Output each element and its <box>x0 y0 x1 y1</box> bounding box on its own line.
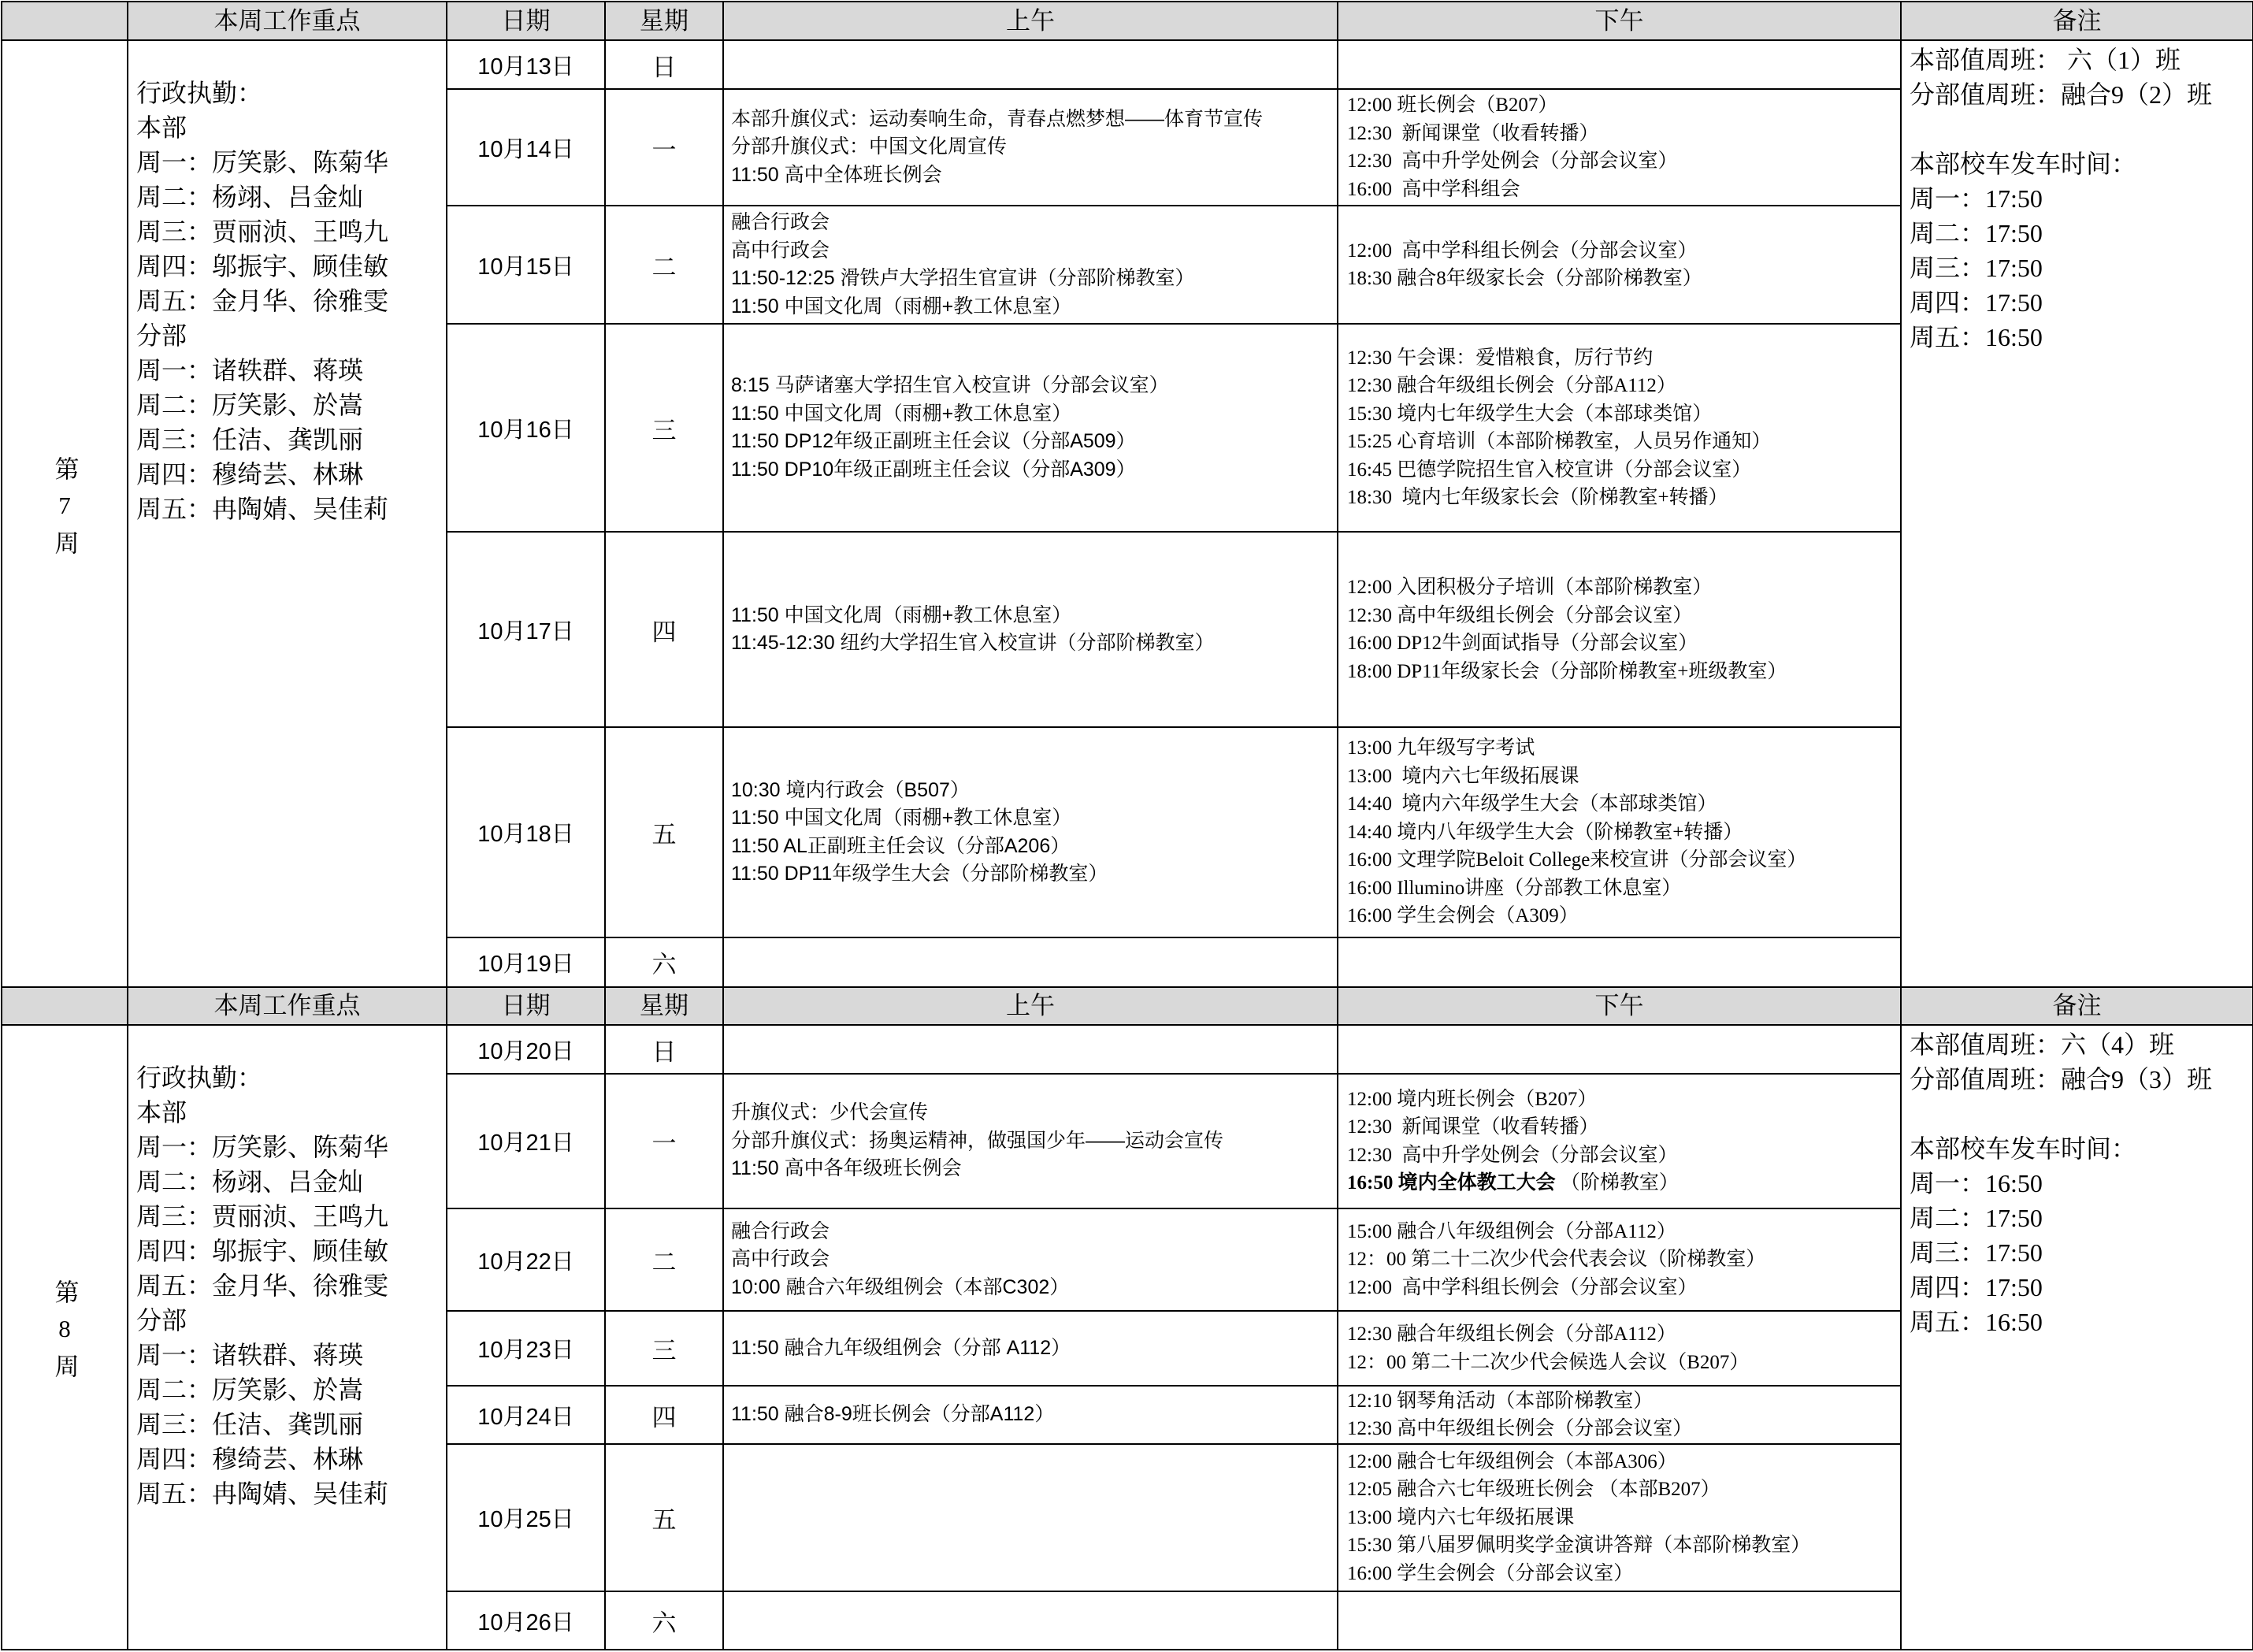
duty-roster-line: 行政执勤： <box>136 79 263 107</box>
afternoon-event: 15:30 第八届罗佩明奖学金演讲答辩（本部阶梯教室） <box>1347 1535 1811 1557</box>
morning-cell <box>723 1591 1338 1650</box>
afternoon-event: 16:00 学生会例会（分部会议室） <box>1347 1562 1634 1584</box>
duty-roster-line: 周四：穆绮芸、林琳 <box>136 1445 364 1473</box>
afternoon-event: 16:00 学生会例会（A309） <box>1347 905 1579 927</box>
morning-event: 11:50 中国文化周（雨棚+教工休息室） <box>731 807 1072 829</box>
morning-events <box>731 777 1332 889</box>
date-cell: 10月20日 <box>447 1025 605 1074</box>
header-notes: 备注 <box>1901 987 2253 1025</box>
week-label: 第8周 <box>50 1279 79 1389</box>
header-row <box>2 2 2253 40</box>
bus-schedule-line: 周一：17:50 <box>1910 184 2043 213</box>
morning-events <box>731 106 1332 190</box>
notes-spacer <box>1910 1097 2252 1131</box>
morning-events <box>731 1218 1332 1302</box>
header-weekday: 星期 <box>605 987 723 1025</box>
duty-roster-line: 周五：冉陶婧、吴佳莉 <box>136 1479 389 1508</box>
bus-schedule <box>1910 147 2252 355</box>
morning-event: 高中行政会 <box>731 1248 830 1271</box>
duty-roster-line: 周一：诸轶群、蒋瑛 <box>136 356 364 384</box>
duty-roster-line: 周三：任洁、龚凯丽 <box>136 1410 364 1439</box>
morning-events <box>731 209 1332 321</box>
afternoon-event: 16:00 高中学科组会 <box>1347 178 1520 200</box>
afternoon-cell <box>1338 937 1901 987</box>
weekday-cell: 三 <box>605 324 723 532</box>
duty-roster-line: 周四：穆绮芸、林琳 <box>136 460 364 488</box>
morning-events <box>731 1335 1332 1363</box>
morning-event: 11:50 融合8-9班长例会（分部A112） <box>731 1403 1055 1426</box>
afternoon-event: 12:00 境内班长例会（B207） <box>1347 1088 1598 1110</box>
morning-event: 分部升旗仪式：扬奥运精神，做强国少年——运动会宣传 <box>731 1129 1224 1152</box>
bus-schedule-line: 周二：17:50 <box>1910 219 2043 247</box>
duty-class-line: 分部值周班：融合9（2）班 <box>1910 80 2213 109</box>
duty-roster-line: 周四：邬振宇、顾佳敏 <box>136 1237 389 1265</box>
duty-roster-line: 周二：厉笑影、於嵩 <box>136 391 364 419</box>
duty-roster-line: 周三：贾丽浈、王鸣九 <box>136 217 389 246</box>
duty-roster-line: 周三：贾丽浈、王鸣九 <box>136 1202 389 1231</box>
afternoon-event: 12:30 高中升学处例会（分部会议室） <box>1347 1144 1678 1166</box>
afternoon-event: 14:40 境内八年级学生大会（阶梯教室+转播） <box>1347 821 1743 843</box>
header-row <box>2 987 2253 1025</box>
morning-cell <box>723 40 1338 89</box>
afternoon-cell <box>1338 1074 1901 1208</box>
afternoon-event: 12:30 午会课：爱惜粮食，厉行节约 <box>1347 347 1654 369</box>
date-cell: 10月26日 <box>447 1591 605 1650</box>
duty-roster-line: 周五：冉陶婧、吴佳莉 <box>136 495 389 523</box>
afternoon-event: 12:00 融合七年级组例会（本部A306） <box>1347 1450 1677 1472</box>
duty-class-notes <box>1910 1027 2252 1097</box>
week-notes-cell <box>1901 1025 2253 1650</box>
bus-schedule-line: 本部校车发车时间： <box>1910 150 2137 178</box>
weekday-cell: 六 <box>605 937 723 987</box>
afternoon-cell <box>1338 1025 1901 1074</box>
week-focus-cell <box>128 40 447 987</box>
afternoon-event: 13:00 九年级写字考试 <box>1347 737 1535 759</box>
duty-roster-line: 分部 <box>136 1306 187 1335</box>
weekday-cell: 四 <box>605 532 723 727</box>
afternoon-events <box>1347 1320 1895 1376</box>
duty-roster-line: 周二：厉笑影、於嵩 <box>136 1375 364 1404</box>
header-morning: 上午 <box>723 987 1338 1025</box>
morning-cell <box>723 1208 1338 1311</box>
morning-event: 11:50 AL正副班主任会议（分部A206） <box>731 834 1071 857</box>
morning-cell <box>723 89 1338 206</box>
week-notes-cell <box>1901 40 2253 987</box>
header-notes: 备注 <box>1901 2 2253 40</box>
date-cell: 10月13日 <box>447 40 605 89</box>
date-cell: 10月18日 <box>447 727 605 937</box>
header-focus: 本周工作重点 <box>128 987 447 1025</box>
date-cell: 10月15日 <box>447 206 605 324</box>
afternoon-event-emphasis: 16:50 境内全体教工大会 <box>1347 1172 1556 1194</box>
duty-roster-line: 本部 <box>136 1098 187 1127</box>
afternoon-event: 15:30 境内七年级学生大会（本部球类馆） <box>1347 403 1713 425</box>
date-cell: 10月16日 <box>447 324 605 532</box>
afternoon-events <box>1347 344 1895 512</box>
afternoon-event: 16:00 DP12牛剑面试指导（分部会议室） <box>1347 633 1698 654</box>
afternoon-events <box>1347 574 1895 685</box>
afternoon-event: 12:10 钢琴角活动（本部阶梯教室） <box>1347 1390 1654 1412</box>
morning-event: 高中行政会 <box>731 239 830 262</box>
afternoon-events <box>1347 1218 1895 1302</box>
afternoon-event <box>1347 1169 1895 1197</box>
afternoon-events <box>1347 91 1895 203</box>
afternoon-event: 13:00 境内六七年级拓展课 <box>1347 765 1579 787</box>
morning-cell <box>723 532 1338 727</box>
bus-schedule <box>1910 1131 2252 1339</box>
date-cell: 10月17日 <box>447 532 605 727</box>
duty-roster-line: 周一：诸轶群、蒋瑛 <box>136 1341 364 1369</box>
header-morning: 上午 <box>723 2 1338 40</box>
afternoon-events <box>1347 734 1895 930</box>
afternoon-event: 16:45 巴德学院招生官入校宣讲（分部会议室） <box>1347 458 1752 481</box>
afternoon-event: 18:00 DP11年级家长会（分部阶梯教室+班级教室） <box>1347 660 1787 682</box>
day-row <box>2 40 2253 89</box>
morning-event: 分部升旗仪式：中国文化周宣传 <box>731 136 1008 158</box>
notes-spacer <box>1910 112 2252 147</box>
afternoon-event: 12:30 新闻课堂（收看转播） <box>1347 1116 1599 1138</box>
weekday-cell: 五 <box>605 1444 723 1591</box>
afternoon-event: 12:00 班长例会（B207） <box>1347 95 1558 116</box>
afternoon-event: 12:30 融合年级组长例会（分部A112） <box>1347 375 1676 396</box>
duty-class-notes <box>1910 43 2252 112</box>
weekday-cell: 一 <box>605 1074 723 1208</box>
duty-roster-line: 周二：杨翊、吕金灿 <box>136 183 364 211</box>
duty-roster-line: 周二：杨翊、吕金灿 <box>136 1168 364 1196</box>
afternoon-cell <box>1338 727 1901 937</box>
afternoon-event: 13:00 境内六七年级拓展课 <box>1347 1506 1575 1528</box>
afternoon-cell <box>1338 532 1901 727</box>
morning-event: 11:50 中国文化周（雨棚+教工休息室） <box>731 295 1072 317</box>
afternoon-cell <box>1338 1591 1901 1650</box>
duty-class-line: 本部值周班： 六（1）班 <box>1910 46 2181 74</box>
duty-roster <box>136 1060 446 1511</box>
duty-roster-line: 周五：金月华、徐雅雯 <box>136 287 389 315</box>
date-cell: 10月23日 <box>447 1311 605 1386</box>
weekday-cell: 二 <box>605 206 723 324</box>
morning-event: 11:50 高中各年级班长例会 <box>731 1157 962 1180</box>
bus-schedule-line: 周五：16:50 <box>1910 1308 2043 1336</box>
morning-event: 10:00 融合六年级组例会（本部C302） <box>731 1275 1070 1298</box>
day-row <box>2 1025 2253 1074</box>
morning-event: 11:50 中国文化周（雨棚+教工休息室） <box>731 603 1072 626</box>
afternoon-events <box>1347 237 1895 293</box>
morning-cell <box>723 1025 1338 1074</box>
afternoon-event: 15:25 心育培训（本部阶梯教室，人员另作通知） <box>1347 431 1772 452</box>
weekday-cell: 日 <box>605 40 723 89</box>
duty-class-line: 分部值周班：融合9（3）班 <box>1910 1065 2213 1093</box>
morning-event: 11:50 DP12年级正副班主任会议（分部A509） <box>731 430 1136 452</box>
week-label-cell <box>2 40 128 987</box>
weekday-cell: 三 <box>605 1311 723 1386</box>
morning-event: 11:50 中国文化周（雨棚+教工休息室） <box>731 402 1072 425</box>
afternoon-event: 12:30 高中年级组长例会（分部会议室） <box>1347 1418 1693 1439</box>
afternoon-cell <box>1338 1311 1901 1386</box>
afternoon-cell <box>1338 324 1901 532</box>
afternoon-events <box>1347 1448 1895 1588</box>
header-afternoon: 下午 <box>1338 2 1901 40</box>
header-corner <box>2 2 128 40</box>
afternoon-event: 12:30 高中年级组长例会（分部会议室） <box>1347 604 1693 626</box>
afternoon-cell <box>1338 89 1901 206</box>
header-afternoon: 下午 <box>1338 987 1901 1025</box>
morning-event: 本部升旗仪式：运动奏响生命，青春点燃梦想——体育节宣传 <box>731 107 1264 130</box>
afternoon-event: 16:00 文理学院Beloit College来校宣讲（分部会议室） <box>1347 849 1807 871</box>
weekday-cell: 四 <box>605 1386 723 1444</box>
header-corner <box>2 987 128 1025</box>
bus-schedule-line: 周三：17:50 <box>1910 254 2043 282</box>
morning-events <box>731 1401 1332 1429</box>
date-cell: 10月22日 <box>447 1208 605 1311</box>
afternoon-event: 12:00 高中学科组长例会（分部会议室） <box>1347 1276 1698 1298</box>
duty-roster-line: 周一：厉笑影、陈菊华 <box>136 1133 389 1161</box>
duty-roster-line: 行政执勤： <box>136 1064 263 1092</box>
morning-cell <box>723 1386 1338 1444</box>
morning-cell <box>723 206 1338 324</box>
duty-roster-line: 周四：邬振宇、顾佳敏 <box>136 252 389 280</box>
afternoon-event: 12:00 高中学科组长例会（分部会议室） <box>1347 239 1698 262</box>
morning-cell <box>723 1074 1338 1208</box>
afternoon-event: 12:30 高中升学处例会（分部会议室） <box>1347 150 1678 172</box>
morning-event: 11:45-12:30 纽约大学招生官入校宣讲（分部阶梯教室） <box>731 632 1215 654</box>
afternoon-cell <box>1338 1386 1901 1444</box>
afternoon-cell <box>1338 1208 1901 1311</box>
date-cell: 10月19日 <box>447 937 605 987</box>
week-focus-cell <box>128 1025 447 1650</box>
duty-roster-line: 本部 <box>136 113 187 142</box>
duty-roster-line: 周五：金月华、徐雅雯 <box>136 1271 389 1300</box>
afternoon-event: 12:00 入团积极分子培训（本部阶梯教室） <box>1347 577 1713 598</box>
bus-schedule-line: 周四：17:50 <box>1910 1273 2043 1301</box>
afternoon-cell <box>1338 40 1901 89</box>
afternoon-cell <box>1338 1444 1901 1591</box>
morning-cell <box>723 727 1338 937</box>
bus-schedule-line: 周一：16:50 <box>1910 1169 2043 1197</box>
weekday-cell: 一 <box>605 89 723 206</box>
header-focus: 本周工作重点 <box>128 2 447 40</box>
duty-class-line: 本部值周班：六（4）班 <box>1910 1030 2175 1059</box>
morning-event: 11:50-12:25 滑铁卢大学招生官宣讲（分部阶梯教室） <box>731 267 1195 289</box>
morning-event: 11:50 DP10年级正副班主任会议（分部A309） <box>731 458 1136 481</box>
afternoon-event: 12:30 新闻课堂（收看转播） <box>1347 122 1599 144</box>
week-label-cell <box>2 1025 128 1650</box>
morning-event: 10:30 境内行政会（B507） <box>731 778 970 801</box>
afternoon-event: 12：00 第二十二次少代会代表会议（阶梯教室） <box>1347 1249 1766 1271</box>
morning-event: 8:15 马萨诸塞大学招生官入校宣讲（分部会议室） <box>731 374 1169 396</box>
afternoon-events <box>1347 1086 1895 1197</box>
afternoon-event: 18:30 融合8年级家长会（分部阶梯教室） <box>1347 268 1702 289</box>
date-cell: 10月24日 <box>447 1386 605 1444</box>
afternoon-event: 12:05 融合六七年级班长例会 （本部B207） <box>1347 1479 1720 1501</box>
weekday-cell: 六 <box>605 1591 723 1650</box>
morning-cell <box>723 937 1338 987</box>
week-label: 第7周 <box>50 455 79 566</box>
morning-event: 11:50 DP11年级学生大会（分部阶梯教室） <box>731 863 1108 885</box>
morning-cell <box>723 324 1338 532</box>
afternoon-event-detail: （阶梯教室） <box>1555 1172 1679 1194</box>
header-weekday: 星期 <box>605 2 723 40</box>
bus-schedule-line: 周四：17:50 <box>1910 288 2043 317</box>
weekday-cell: 五 <box>605 727 723 937</box>
bus-schedule-line: 周三：17:50 <box>1910 1238 2043 1267</box>
bus-schedule-line: 本部校车发车时间： <box>1910 1134 2137 1163</box>
weekly-schedule-table <box>1 1 2253 1650</box>
morning-events <box>731 372 1332 484</box>
bus-schedule-line: 周二：17:50 <box>1910 1204 2043 1232</box>
bus-schedule-line: 周五：16:50 <box>1910 323 2043 351</box>
duty-roster-line: 分部 <box>136 321 187 350</box>
morning-cell <box>723 1444 1338 1591</box>
afternoon-event: 16:00 Illumino讲座（分部教工休息室） <box>1347 877 1682 899</box>
afternoon-event: 12：00 第二十二次少代会候选人会议（B207） <box>1347 1351 1750 1373</box>
afternoon-cell <box>1338 206 1901 324</box>
date-cell: 10月21日 <box>447 1074 605 1208</box>
afternoon-event: 14:40 境内六年级学生大会（本部球类馆） <box>1347 793 1717 815</box>
duty-roster <box>136 76 446 526</box>
afternoon-event: 15:00 融合八年级组例会（分部A112） <box>1347 1220 1676 1242</box>
morning-events <box>731 602 1332 658</box>
weekday-cell: 二 <box>605 1208 723 1311</box>
afternoon-events <box>1347 1387 1895 1443</box>
afternoon-event: 18:30 境内七年级家长会（阶梯教室+转播） <box>1347 487 1728 508</box>
morning-event: 融合行政会 <box>731 1220 830 1242</box>
morning-event: 融合行政会 <box>731 211 830 233</box>
morning-event: 升旗仪式：少代会宣传 <box>731 1101 929 1124</box>
date-cell: 10月25日 <box>447 1444 605 1591</box>
duty-roster-line: 周一：厉笑影、陈菊华 <box>136 148 389 176</box>
duty-roster-line: 周三：任洁、龚凯丽 <box>136 425 364 454</box>
weekday-cell: 日 <box>605 1025 723 1074</box>
header-date: 日期 <box>447 987 605 1025</box>
afternoon-event: 12:30 融合年级组长例会（分部A112） <box>1347 1323 1676 1345</box>
morning-event: 11:50 融合九年级组例会（分部 A112） <box>731 1336 1071 1359</box>
header-date: 日期 <box>447 2 605 40</box>
morning-cell <box>723 1311 1338 1386</box>
morning-event: 11:50 高中全体班长例会 <box>731 163 942 186</box>
date-cell: 10月14日 <box>447 89 605 206</box>
morning-events <box>731 1099 1332 1183</box>
